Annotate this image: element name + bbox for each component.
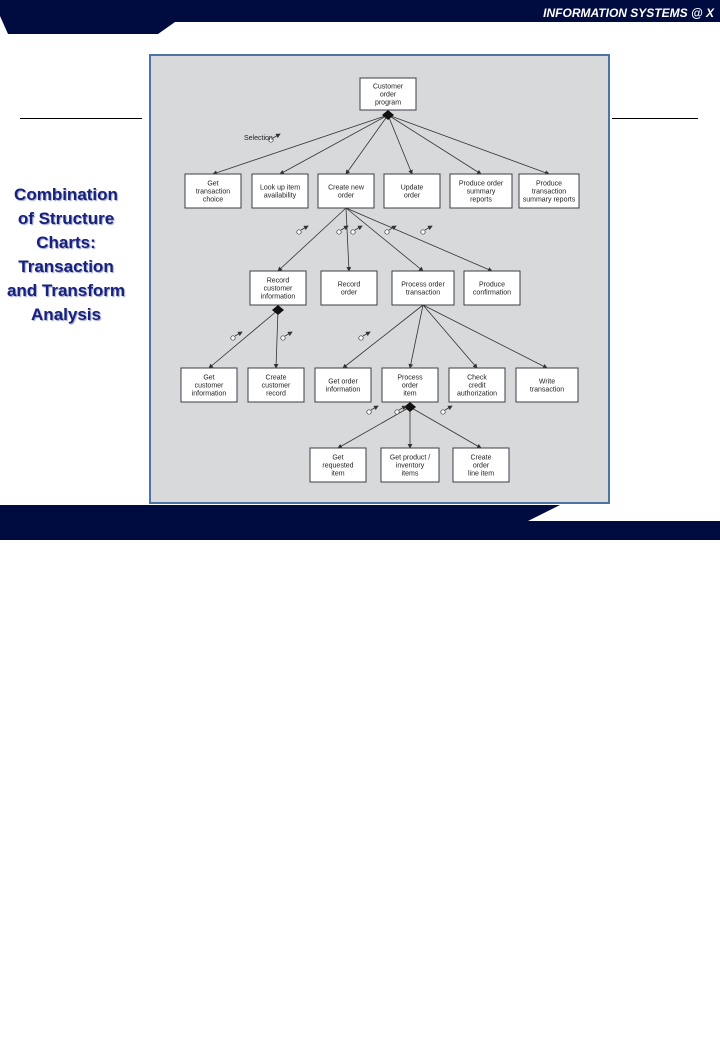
connector-customer-order-program-to-look-up-item-availability — [280, 115, 388, 174]
connector-record-customer-information-to-create-customer-record — [276, 310, 278, 368]
module-get-customer-information — [181, 368, 237, 402]
module-label: record — [266, 390, 286, 398]
module-label: inventory — [395, 462, 425, 470]
module-label: Create — [265, 374, 287, 382]
structure-chart — [151, 56, 608, 502]
connector-create-new-order-to-record-order — [346, 208, 349, 271]
module-create-order-line-item — [453, 448, 509, 482]
module-label: customer — [261, 382, 291, 390]
module-label: Produce order — [458, 180, 504, 188]
module-label: order — [379, 91, 397, 99]
module-label: Produce — [535, 180, 563, 188]
connector-customer-order-program-to-produce-order-summary-reports — [388, 115, 481, 174]
data-couple-icon — [359, 332, 370, 340]
connector-customer-order-program-to-produce-transaction-summary-reports — [388, 115, 549, 174]
module-process-order-transaction — [392, 271, 454, 305]
course-code: INFO425: Systems Design — [6, 1021, 172, 1037]
module-label: authorization — [456, 390, 498, 398]
module-label: requested — [322, 462, 354, 470]
module-customer-order-program — [360, 78, 416, 110]
module-get-transaction-choice — [185, 174, 241, 208]
module-label: Look up item — [259, 184, 301, 192]
data-couple-icon — [281, 332, 292, 340]
module-label: item — [403, 390, 417, 398]
module-get-product-inventory-items — [381, 448, 439, 482]
connector-create-new-order-to-record-customer-information — [278, 208, 346, 271]
module-label: customer — [194, 382, 224, 390]
module-label: Get — [332, 454, 344, 462]
module-label: Record — [337, 281, 361, 289]
slide-title: Combination of Structure Charts: Transaction and Transform Analysis — [6, 185, 126, 324]
module-look-up-item-availability — [252, 174, 308, 208]
module-label: line item — [467, 470, 495, 478]
divider-right — [612, 118, 698, 119]
module-label: summary reports — [522, 196, 576, 204]
module-label: Record — [266, 277, 290, 285]
transaction-diamond-icon — [382, 110, 394, 120]
module-label: transaction — [195, 188, 231, 196]
module-update-order — [384, 174, 440, 208]
connector-process-order-transaction-to-process-order-item — [410, 305, 423, 368]
module-label: Process order — [401, 281, 445, 289]
module-label: Customer — [372, 83, 404, 91]
module-label: order — [472, 462, 490, 470]
selection-label: Selection — [244, 135, 273, 142]
module-label: order — [401, 382, 419, 390]
module-label: Produce — [478, 281, 506, 289]
module-label: credit — [468, 382, 486, 390]
connector-customer-order-program-to-update-order — [388, 115, 412, 174]
module-label: transaction — [405, 289, 441, 297]
module-label: program — [374, 99, 402, 107]
module-label: confirmation — [472, 289, 512, 297]
module-label: transaction — [531, 188, 567, 196]
module-label: order — [340, 289, 358, 297]
connector-process-order-item-to-create-order-line-item — [410, 407, 481, 448]
module-label: transaction — [529, 386, 565, 394]
module-produce-confirmation — [464, 271, 520, 305]
module-label: availability — [263, 192, 297, 200]
module-label: Get — [207, 180, 219, 188]
module-label: reports — [470, 196, 492, 204]
connector-process-order-transaction-to-check-credit-authorization — [423, 305, 477, 368]
module-label: information — [191, 390, 227, 398]
data-couple-icon — [421, 226, 432, 234]
footer-bar — [0, 505, 720, 1037]
connector-process-order-transaction-to-write-transaction — [423, 305, 547, 368]
connector-customer-order-program-to-get-transaction-choice — [213, 115, 388, 174]
connector-record-customer-information-to-get-customer-information — [209, 310, 278, 368]
data-couple-icon — [367, 406, 378, 414]
data-couple-icon — [337, 226, 348, 234]
module-produce-order-summary-reports — [450, 174, 512, 208]
module-get-requested-item — [310, 448, 366, 482]
module-label: Update — [400, 184, 424, 192]
module-label: information — [325, 386, 361, 394]
module-label: item — [331, 470, 345, 478]
module-label: order — [403, 192, 421, 200]
data-couple-icon — [441, 406, 452, 414]
footer-bar-shape — [0, 505, 720, 540]
module-create-customer-record — [248, 368, 304, 402]
module-record-customer-information — [250, 271, 306, 305]
divider-left — [20, 118, 142, 119]
module-label: information — [260, 293, 296, 301]
connector-create-new-order-to-process-order-transaction — [346, 208, 423, 271]
module-produce-transaction-summary-reports — [519, 174, 579, 208]
module-label: summary — [466, 188, 496, 196]
connector-customer-order-program-to-create-new-order — [346, 115, 388, 174]
module-label: Create — [470, 454, 492, 462]
header-bar — [0, 0, 720, 34]
module-label: Process — [397, 374, 423, 382]
module-check-credit-authorization — [449, 368, 505, 402]
course-label: INFORMATION SYSTEMS @ X — [543, 6, 714, 20]
chart-modules — [181, 78, 579, 482]
module-get-order-information — [315, 368, 371, 402]
module-label: Get — [203, 374, 215, 382]
data-couple-icon — [297, 226, 308, 234]
module-label: customer — [263, 285, 293, 293]
connector-create-new-order-to-produce-confirmation — [346, 208, 492, 271]
module-label: order — [337, 192, 355, 200]
module-label: Create new — [328, 184, 364, 192]
data-couple-icon — [231, 332, 242, 340]
module-label: items — [401, 470, 419, 478]
module-label: Write — [538, 378, 556, 386]
module-label: Get product / — [389, 454, 431, 462]
transaction-diamond-icon — [404, 402, 416, 412]
data-couple-icon — [351, 226, 362, 234]
structure-chart-panel — [149, 54, 610, 504]
module-process-order-item — [382, 368, 438, 402]
module-create-new-order — [318, 174, 374, 208]
module-write-transaction — [516, 368, 578, 402]
module-label: Get order — [328, 378, 358, 386]
module-label: choice — [202, 196, 224, 204]
module-record-order — [321, 271, 377, 305]
module-label: Check — [467, 374, 487, 382]
connector-process-order-transaction-to-get-order-information — [343, 305, 423, 368]
